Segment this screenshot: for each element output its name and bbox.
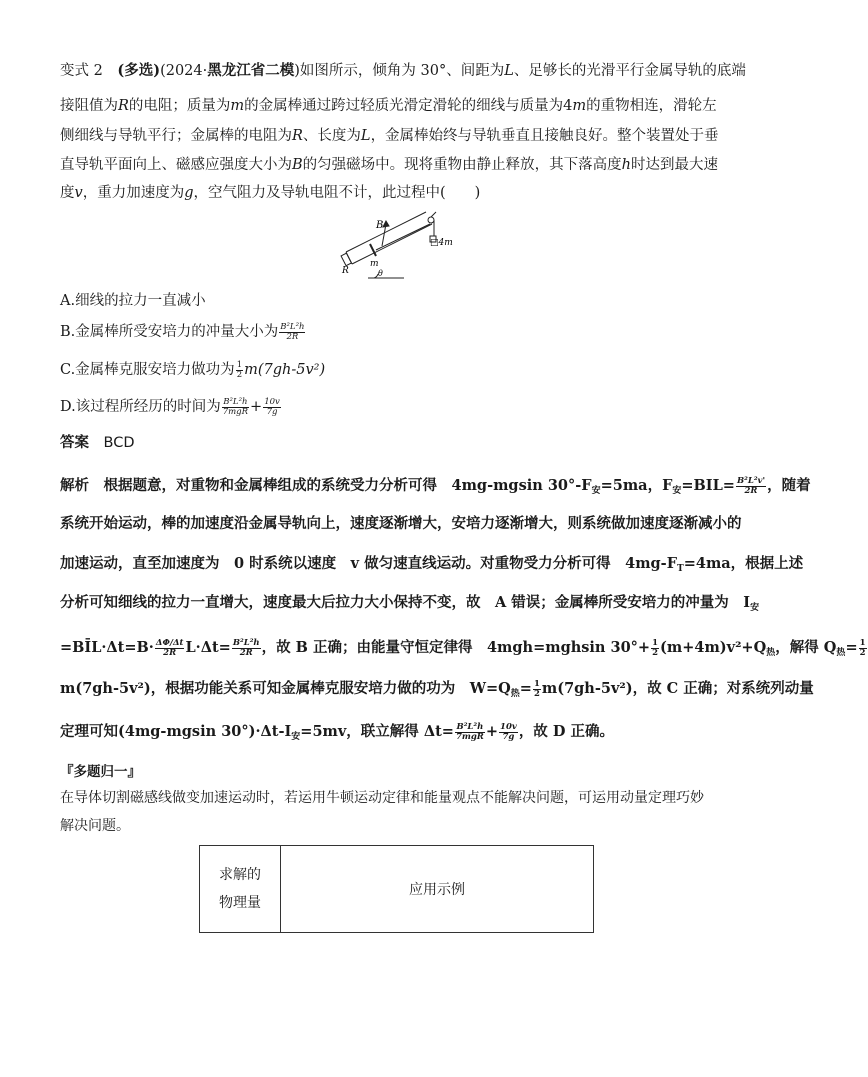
analysis-line-3: 加速运动，直至加速度为 0 时系统以速度 v 做匀速直线运动。对重物受力分析可得 $4mg-F_T=4ma$，根据上述: [60, 555, 804, 574]
option-d: D.该过程所经历的时间为 $\frac{\text{B²L²h}}{\text{7mgR}}$ + $\frac{10v}{7g}$: [60, 396, 280, 417]
summary-text-2: 解决问题。: [60, 818, 130, 834]
label-b: B: [376, 220, 384, 231]
table-header-quantity: 求解的 物理量: [200, 846, 281, 932]
table-header-example: 应用示例: [409, 882, 465, 898]
question-line-1: 变式 2 (多选)(2024·黑龙江省二模)如图所示，倾角为 30°、间距为L、足够长的光滑平行金属导轨的底端: [60, 62, 746, 79]
analysis-line-4: 分析可知细线的拉力一直增大，速度最大后拉力大小保持不变，故 A 错误；金属棒所受安培力的冲量为 $I_安$: [60, 594, 760, 613]
question-line-2: 接阻值为R的电阻；质量为m的金属棒通过跨过轻质光滑定滑轮的细线与质量为4m的重物相连，滑轮左: [60, 98, 717, 114]
answer-value: BCD: [103, 435, 135, 451]
question-label: 变式 2: [60, 63, 103, 79]
analysis-line-6: m(7gh-5v²)，根据功能关系可知金属棒克服安培力做的功为 $W=Q_热=$ $\frac{1}{2}$ m(7gh-5v²)，故 C 正确；对系统列动量: [60, 678, 814, 699]
incline-rail-diagram: [340, 212, 460, 284]
summary-heading: 『多题归一』: [60, 764, 141, 780]
analysis-label: 解析: [60, 477, 89, 494]
label-theta: θ: [378, 269, 383, 278]
option-c: C.金属棒克服安培力做功为 $\frac{1}{2}$ m(7gh-5v²): [60, 359, 326, 380]
analysis-line-1: 解析 根据题意，对重物和金属棒组成的系统受力分析可得 4mg-mgsin $30^\circ-F_安=5ma$，$F_安=BIL=$ $\frac{\text{B²L²v'}}{2R}$ ，随着: [60, 475, 811, 496]
question-tag: (多选): [117, 62, 161, 79]
incline-rail-figure: [340, 212, 460, 284]
question-line-3: 侧细线与导轨平行；金属棒的电阻为R、长度为L，金属棒始终与导轨垂直且接触良好。整个装置处于垂: [60, 128, 719, 144]
question-line-4: 直导轨平面向上、磁感应强度大小为B的匀强磁场中。现将重物由静止释放，其下落高度h时达到最大速: [60, 157, 718, 173]
label-4m: □4m: [430, 238, 453, 248]
option-b: B.金属棒所受安培力的冲量大小为 $\frac{\text{B²L²h}}{2R}$: [60, 321, 305, 342]
summary-text-1: 在导体切割磁感线做变加速运动时，若运用牛顿运动定律和能量观点不能解决问题，可运用动量定理巧妙: [60, 790, 704, 806]
answer-line: [60, 433, 134, 453]
label-m: m: [370, 259, 379, 269]
analysis-line-5: =BĪL·Δt=B· $\frac{\Delta\Phi/\Delta t}{2R}$ L·Δt= $\frac{\text{B²L²h}}{2R}$ ，故 B 正确；由能量守恒定律得 4mgh=mghsin 30°+ $\frac{1}{2}$ $(m+4m)v^2+Q_热$，解得 $Q_热=$ $\frac{1}{2}$: [60, 637, 866, 658]
label-r: R: [342, 266, 349, 276]
option-a: A.细线的拉力一直减小: [60, 293, 206, 309]
question-line-5: 度v，重力加速度为g，空气阻力及导轨电阻不计，此过程中( ): [60, 185, 481, 201]
analysis-line-7: 定理可知(4mg-mgsin $30^\circ)\cdot\Delta t-I_安=5mv$，联立解得 Δt= $\frac{\text{B²L²h}}{\text{7mgR}}$ + $\frac{10v}{7g}$ ，故 D 正确。: [60, 721, 614, 742]
question-source: 黑龙江省二模: [207, 62, 295, 79]
analysis-line-2: 系统开始运动，棒的加速度沿金属导轨向上，速度逐渐增大，安培力逐渐增大，则系统做加速度逐渐减小的: [60, 515, 742, 532]
answer-label: 答案: [60, 434, 89, 451]
summary-table: [199, 845, 594, 933]
